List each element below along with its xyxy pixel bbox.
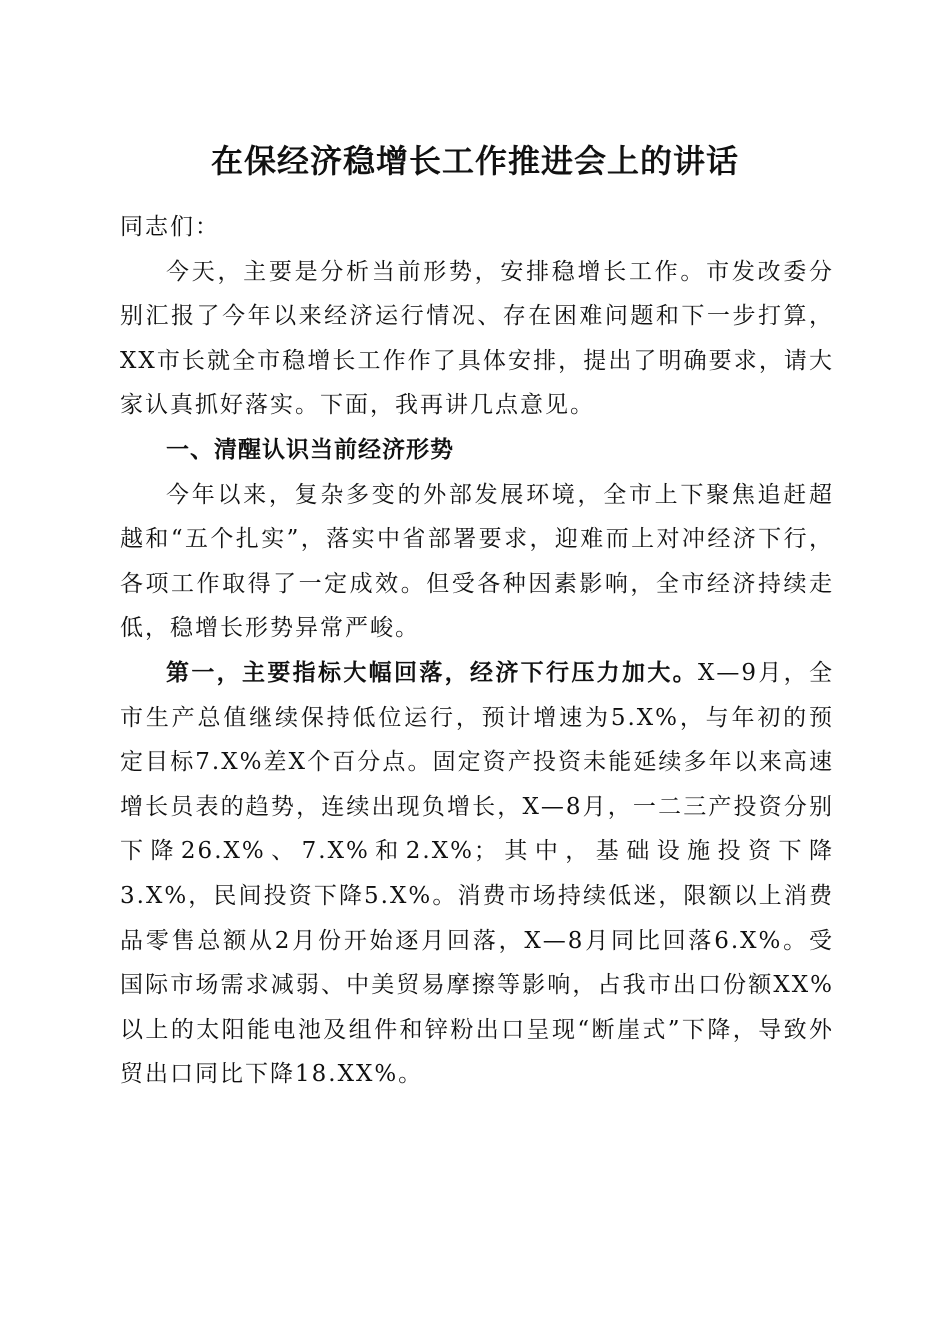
point-paragraph: [120, 651, 834, 1097]
section-paragraph: 今年以来，复杂多变的外部发展环境，全市上下聚焦追赶超越和“五个扎实”，落实中省部署要求，迎难而上对冲经济下行，各项工作取得了一定成效。但受各种因素影响，全市经济持续走低，稳增长形势异常严峻。: [120, 481, 834, 642]
point-body: X—9月，全市生产总值继续保持低位运行，预计增速为5.X%，与年初的预定目标7.X%差X个百分点。固定资产投资未能延续多年以来高速增长员表的趋势，连续出现负增长，X—8月，一二三产投资分别下降26.X%、7.X%和2.X%；其中，基础设施投资下降3.X%，民间投资下降5.X%。消费市场持续低迷，限额以上消费品零售总额从2月份开始逐月回落，X—8月同比回落6.X%。受国际市场需求减弱、中美贸易摩擦等影响，占我市出口份额XX%以上的太阳能电池及组件和锌粉出口呈现“断崖式”下降，导致外贸出口同比下降18.XX%。: [120, 659, 835, 1088]
document-title: 在保经济稳增长工作推进会上的讲话: [210, 142, 739, 180]
section-heading: 一、清醒认识当前经济形势: [166, 436, 454, 463]
document-body: [120, 205, 834, 1097]
intro-paragraph: 今天，主要是分析当前形势，安排稳增长工作。市发改委分别汇报了今年以来经济运行情况、存在困难问题和下一步打算，XX市长就全市稳增长工作作了具体安排，提出了明确要求，请大家认真抓好落实。下面，我再讲几点意见。: [120, 258, 834, 419]
salutation: 同志们：: [120, 214, 220, 240]
point-lead: 第一，主要指标大幅回落，经济下行压力加大。: [166, 658, 698, 686]
